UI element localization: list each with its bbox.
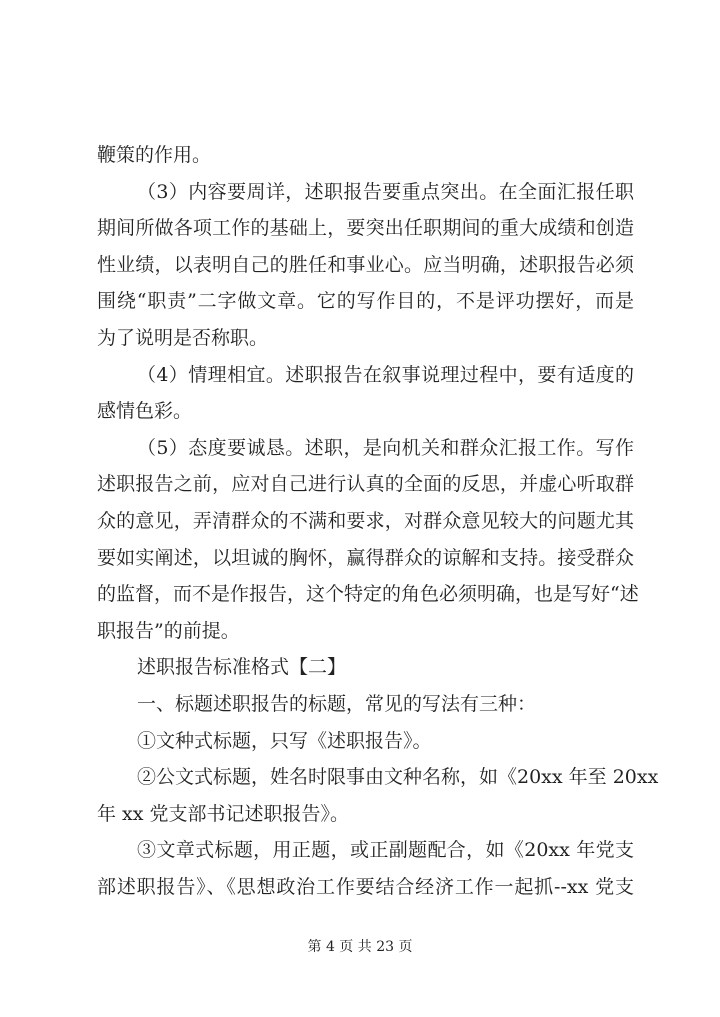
text-line: 述职报告之前，应对自己进行认真的全面的反思，并虚心听取群 (97, 473, 634, 496)
text-line: 述职报告标准格式【二】 (137, 656, 347, 679)
text-line: ①文种式标题，只写《述职报告》。 (137, 729, 432, 752)
text-line: 的监督，而不是作报告，这个特定的角色必须明确，也是写好“述 (97, 583, 639, 606)
text-line: （5）态度要诚恳。述职，是向机关和群众汇报工作。写作 (137, 436, 634, 459)
text-line: ③文章式标题，用正题，或正副题配合，如《20xx 年党支 (137, 839, 634, 862)
text-line: 职报告”的前提。 (97, 619, 240, 642)
text-line: 部述职报告》、《思想政治工作要结合经济工作一起抓--xx 党支 (97, 876, 634, 898)
text-line: 鞭策的作用。 (97, 144, 212, 166)
page-footer: 第 4 页 共 23 页 (307, 939, 413, 955)
text-line: 性业绩，以表明自己的胜任和事业心。应当明确，述职报告必须 (97, 253, 634, 276)
text-line: ②公文式标题，姓名时限事由文种名称，如《20xx 年至 20xx (137, 766, 659, 789)
text-line: 围绕“职责”二字做文章。它的写作目的，不是评功摆好，而是 (97, 290, 634, 313)
text-line: （3）内容要周详，述职报告要重点突出。在全面汇报任职 (137, 180, 634, 203)
text-line: 众的意见，弄清群众的不满和要求，对群众意见较大的问题尤其 (97, 510, 634, 532)
text-line: 一、标题述职报告的标题，常见的写法有三种： (137, 693, 537, 715)
text-line: 年 xx 党支部书记述职报告》。 (97, 802, 350, 825)
text-line: 感情色彩。 (97, 400, 193, 423)
text-line: 期间所做各项工作的基础上，要突出任职期间的重大成绩和创造 (97, 217, 634, 240)
text-line: 要如实阐述，以坦诚的胸怀，赢得群众的谅解和支持。接受群众 (97, 546, 634, 569)
text-line: （4）情理相宜。述职报告在叙事说理过程中，要有适度的 (137, 363, 634, 386)
text-line: 为了说明是否称职。 (97, 327, 269, 349)
